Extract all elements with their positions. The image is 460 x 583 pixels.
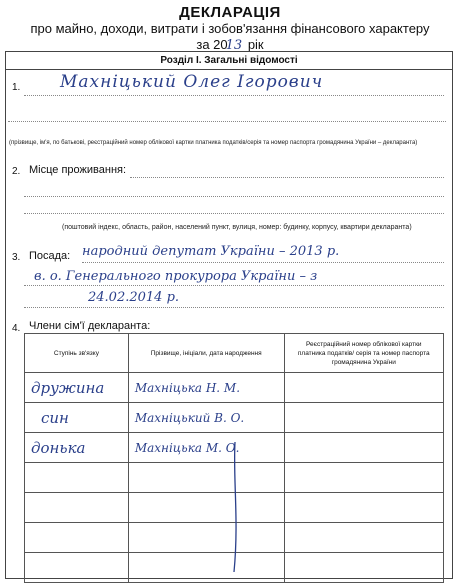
relation-cell — [25, 553, 129, 583]
position-line-rule-3 — [24, 307, 444, 308]
field-3-number: 3. — [12, 252, 21, 263]
residence-caption: (поштовий індекс, область, район, населений пункт, вулиця, номер: будинку, корпусу, квартири декларанта) — [62, 224, 412, 231]
name-cell: Махніцька Н. М. — [128, 373, 284, 403]
position-line-3: 24.02.2014 р. — [88, 290, 180, 305]
name-cell: Махніцький В. О. — [128, 403, 284, 433]
id-cell — [284, 493, 443, 523]
table-row — [25, 373, 444, 403]
name-line — [24, 95, 444, 96]
field-4-number: 4. — [12, 323, 21, 334]
relation-cell — [25, 493, 129, 523]
header-name: Прізвище, ініціали, дата народження — [128, 334, 284, 373]
position-line-rule-2 — [24, 285, 444, 286]
relation-cell — [25, 523, 129, 553]
family-label: Члени сім'ї декларанта: — [29, 320, 151, 332]
relation-cell: дружина — [25, 373, 129, 403]
id-cell — [284, 433, 443, 463]
name-cell: Махніцька М. О. — [128, 433, 284, 463]
name-line-2 — [8, 121, 446, 122]
id-cell — [284, 553, 443, 583]
residence-line-2 — [24, 196, 444, 197]
relation-cell — [25, 463, 129, 493]
year-prefix: за 20 — [196, 37, 228, 52]
name-cell — [128, 493, 284, 523]
id-cell — [284, 373, 443, 403]
field-1-number: 1. — [12, 82, 21, 93]
cancel-stroke — [225, 440, 245, 575]
year-suffix: рік — [247, 37, 264, 52]
id-cell — [284, 403, 443, 433]
table-header-row — [25, 334, 444, 373]
header-id: Реєстраційний номер облікової картки платника податків/ серія та номер паспорта громадянина України — [284, 334, 443, 373]
field-2-number: 2. — [12, 166, 21, 177]
position-line-2: в. о. Генерального прокурора України – з — [34, 269, 318, 284]
table-row — [25, 403, 444, 433]
relation-cell: син — [25, 403, 129, 433]
id-cell — [284, 463, 443, 493]
document-title: ДЕКЛАРАЦІЯ — [179, 4, 281, 21]
name-cell — [128, 553, 284, 583]
relation-cell: донька — [25, 433, 129, 463]
position-line-1: народний депутат України – 2013 р. — [82, 244, 340, 259]
name-cell — [128, 463, 284, 493]
name-value: Махніцький Олег Ігорович — [60, 72, 324, 92]
name-cell — [128, 523, 284, 553]
residence-line-3 — [24, 213, 444, 214]
position-line-rule — [82, 262, 444, 263]
id-cell — [284, 523, 443, 553]
name-caption: (прізвище, ім'я, по батькові, реєстраційний номер облікової картки платника податків/серія та номер паспорта громадянина України – декларанта) — [9, 140, 418, 146]
residence-label: Місце проживання: — [29, 164, 127, 176]
section-title: Розділ І. Загальні відомості — [5, 51, 453, 70]
year-handwritten: 13 — [225, 38, 243, 53]
document-subtitle: про майно, доходи, витрати і зобов'язання фінансового характеру — [30, 21, 430, 36]
residence-line — [130, 177, 444, 178]
header-relation: Ступінь зв'язку — [25, 334, 129, 373]
position-label: Посада: — [29, 250, 71, 262]
